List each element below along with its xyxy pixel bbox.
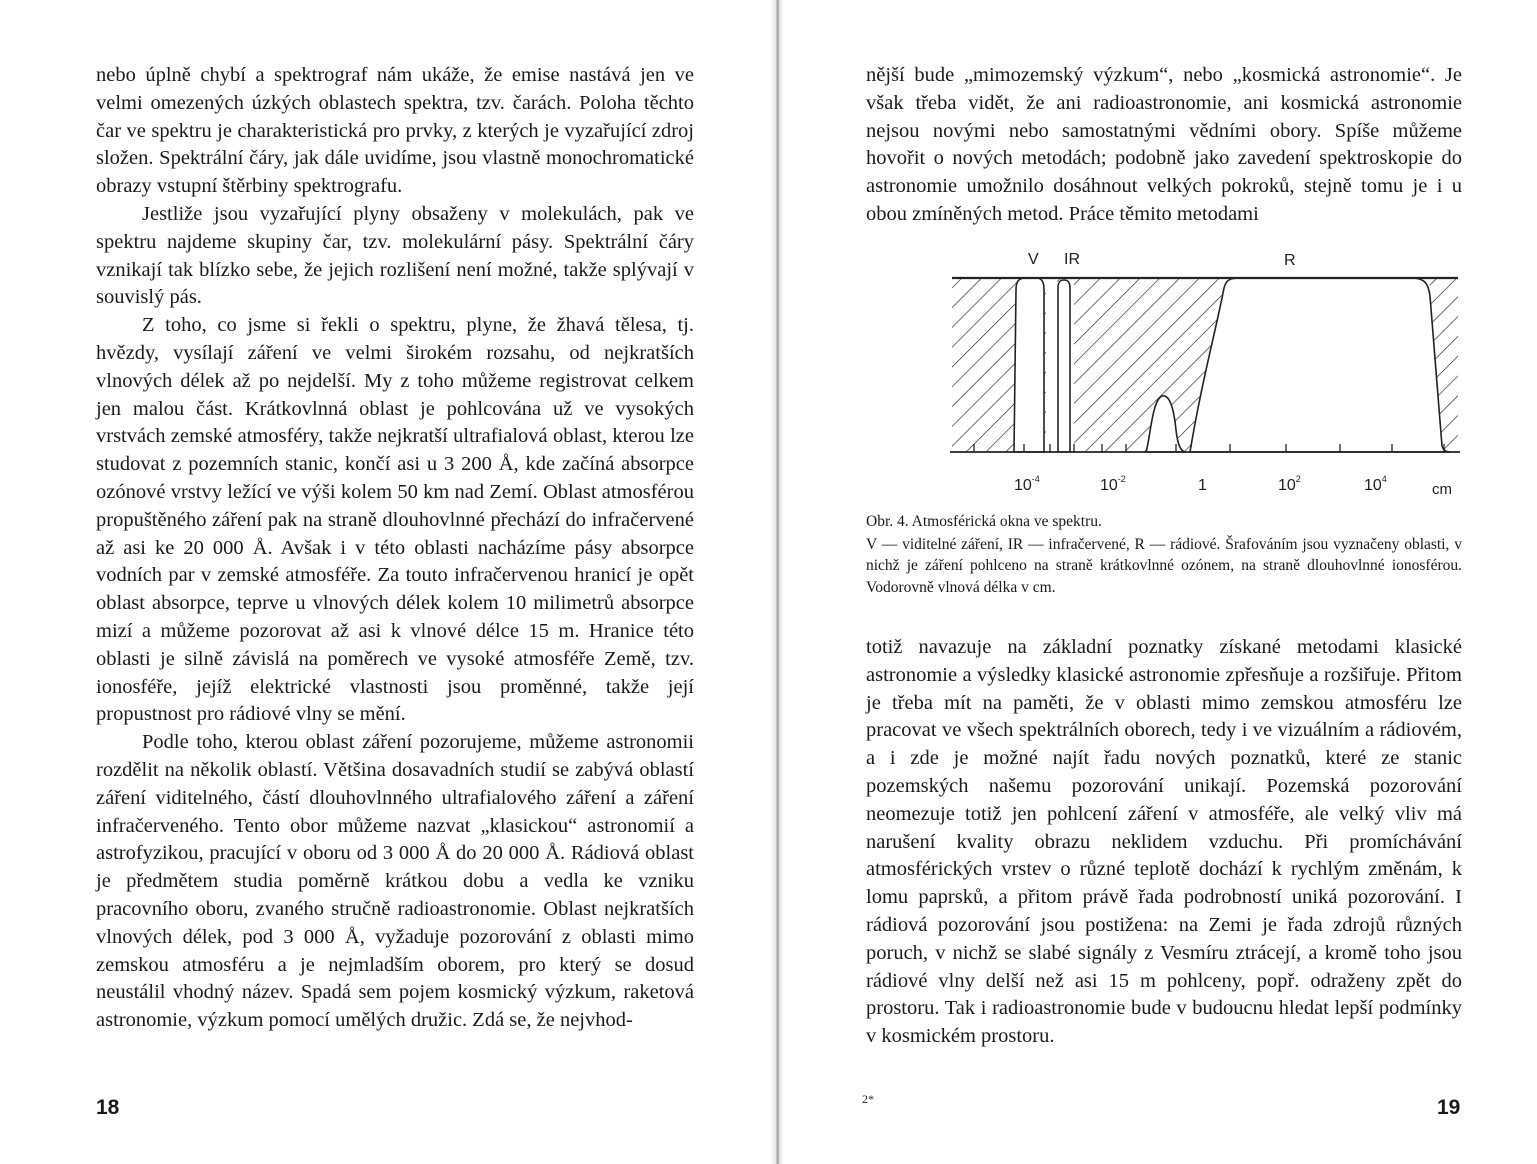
tick-label-1e-2: $10^{-2}$ [1100,474,1126,494]
radio-window [1190,278,1450,452]
book-gutter [770,0,784,1164]
left-paragraph-3: Z toho, co jsme si řekli o spektru, plyne, že žhavá tělesa, tj. hvězdy, vysílají záření ve velmi širokém rozsahu, od nejkratších vlnových délek až po nejdelší. My z toho můžeme registrovat celkem jen malou část. Krátkovlnná oblast je pohlcována už ve vysokých vrstvách zemské atmosféry, takže nejkratší ultrafialová oblast, kterou lze studovat z pozemních stanic, končí asi u 3 200 Å, kde začíná absorpce ozónové vrstvy ležící ve výši kolem 50 km nad Zemí. Oblast atmosférou propuštěného záření pak na straně dlouhovlnné přechází do infračervené až asi ke 20 000 Å. Avšak i v této oblasti nacházíme pásy absorpce vodních par v zemské atmosféře. Za touto infračervenou hranicí je opět oblast absorpce, teprve u vlnových délek kolem 10 milimetrů absorpce mizí a můžeme pozorovat až asi k vlnové délce 15 m. Hranice této oblasti je silně závislá na poměrech ve vysoké atmosféře Země, tzv. ionosféře, jejíž elektrické vlastnosti jsou proměnné, takže její propustnost pro rádiové vlny se mění. [96,314,694,726]
right-paragraph-bottom: totiž navazuje na základní poznatky získané metodami klasické astronomie a výsledky klasické astronomie zpřesňuje a rozšiřuje. Přitom je třeba mít na paměti, že v oblasti mimo zemskou atmosféru lze pracovat ve všech spektrálních oborech, tedy i ve vizuálním a rádiovém, a i zde je možné najít řadu nových poznatků, které ze stanic pozemských našemu pozorování unikají. Pozemská pozorování neomezuje totiž jen pohlcení záření v atmosféře, ale velký vliv má narušení kvality obrazu neklidem vzduchu. Při promíchávání atmosférických vrstev o různé teplotě dochází k rychlým změnám, k lomu paprsků, a přitom právě řada podrobností uniká pozorování. I rádiová pozorování jsou postižena: na Zemi je řada zdrojů různých poruch, v nichž se slabé signály z Vesmíru ztrácejí, a kromě toho jsou rádiové vlny delší než asi 15 m pohlceny, popř. odraženy zpět do prostoru. Tak i radioastronomie bude v budoucnu hledat lepší podmínky v kosmickém prostoru. [866,636,1462,1048]
tick-label-1e2: $10^2$ [1278,474,1301,494]
left-paragraph-2: Jestliže jsou vyzařující plyny obsaženy v molekulách, pak ve spektru najdeme skupiny čar, tzv. molekulární pásy. Spektrální čáry vznikají tak blízko sebe, že jejich rozlišení není možné, takže splývají v souvislý pás. [96,202,694,309]
atmospheric-windows-figure [940,240,1470,510]
tick-label-1e4: $10^4$ [1364,474,1387,494]
left-page-number: 18 [96,1096,120,1119]
tick-label-1: 1 [1198,477,1207,494]
figure-caption [866,511,1462,598]
infrared-window [1058,280,1070,452]
right-page-bottom-text [866,634,1462,1051]
optical-window [1014,278,1044,452]
axis-unit-label: cm [1432,481,1452,498]
figure-caption-title: Obr. 4. Atmosférická okna ve spektru. [866,513,1102,530]
left-paragraph-4: Podle toho, kterou oblast záření pozorujeme, můžeme astronomii rozdělit na několik oblastí. Většina dosavadních studií se zabývá oblastí záření viditelného, částí dlouhovlnného ultrafialového záření a záření infračerveného. Tento obor můžeme nazvat „klasickou“ astronomií a astrofyzikou, pracující v oboru od 3 000 Å do 20 000 Å. Rádiová oblast je předmětem studia poměrně krátkou dobu a vedla ke vzniku pracovního oboru, zvaného stručně radioastronomie. Oblast nejkratších vlnových délek, pod 3 000 Å, vyžaduje pozorování z oblasti mimo zemskou atmosféru a je nejmladším oborem, pro který se dosud neustálil vhodný název. Spadá sem pojem kosmický výzkum, raketová astronomie, výzkum pomocí umělých družic. Zdá se, že nejvhod- [96,731,694,1032]
right-paragraph-top: nější bude „mimozemský výzkum“, nebo „kosmická astronomie“. Je však třeba vidět, že ani radioastronomie, ani kosmická astronomie nejsou novými nebo samostatnými vědními obory. Spíše můžeme hovořit o nových metodách; podobně jako zavedení spektroskopie do astronomie umožnilo dosáhnout velkých pokroků, stejně tomu je i u obou zmíněných metod. Práce těmito metodami [866,64,1462,225]
left-page-text [96,62,694,1035]
tick-label-1e-4: $10^{-4}$ [1014,474,1040,494]
band-label-ir: IR [1064,251,1080,268]
band-label-v: V [1028,251,1039,268]
atmospheric-windows-diagram [940,240,1470,510]
right-page-top-text [866,62,1462,229]
figure-caption-text: V — viditelné záření, IR — infračervené, R — rádiové. Šrafováním jsou vyznačeny oblasti, v nichž je záření pohlceno na straně krátkovlnné ozónem, na straně dlouhovlnné ionosférou. Vodorovně vlnová délka v cm. [866,535,1462,596]
right-page-number: 19 [1437,1096,1461,1119]
band-label-r: R [1284,252,1296,269]
printer-signature-mark: 2* [862,1092,874,1106]
left-paragraph-1: nebo úplně chybí a spektrograf nám ukáže, že emise nastává jen ve velmi omezených úzkých oblastech spektra, tzv. čarách. Poloha těchto čar ve spektru je charakteristická pro prvky, z kterých je vyzařující zdroj složen. Spektrální čáry, jak dále uvidíme, jsou vlastně monochromatické obrazy vstupní štěrbiny spektrografu. [96,64,694,198]
